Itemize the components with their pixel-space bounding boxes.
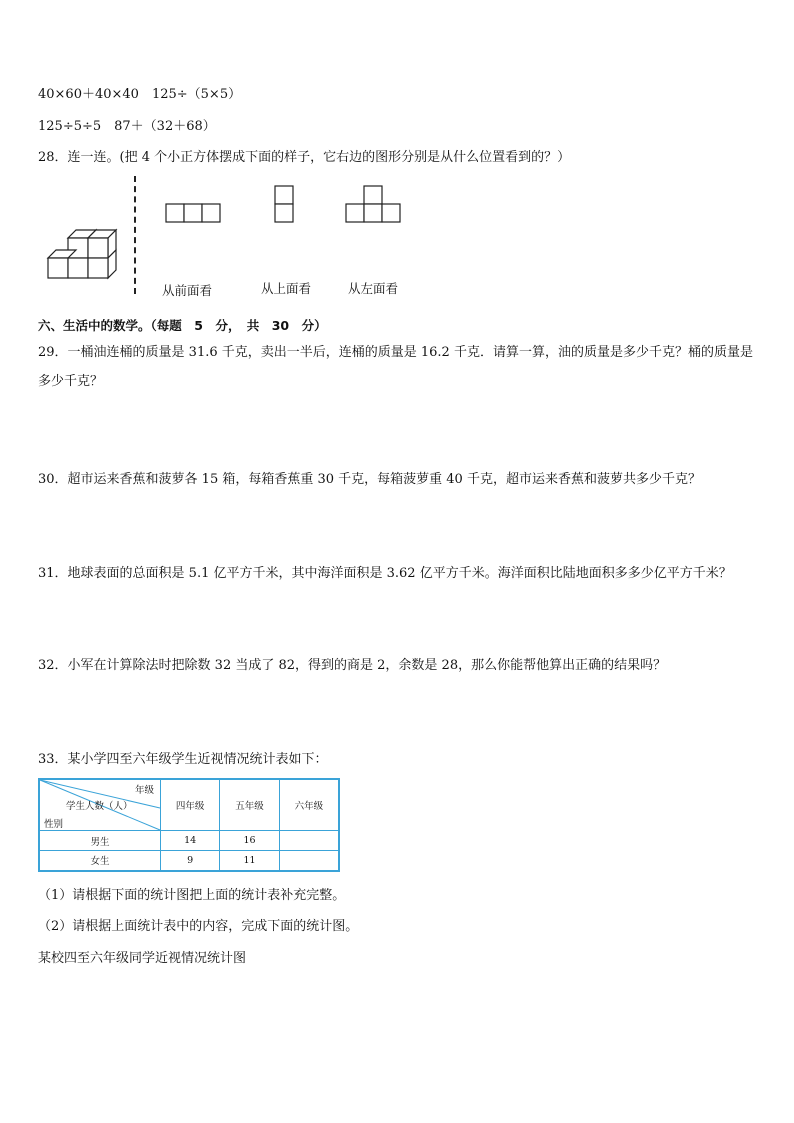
cell-boys-grade-4: 14 [161,831,220,851]
header-grade-5: 五年级 [220,779,279,831]
question-33-sub-1: （1）请根据下面的统计图把上面的统计表补充完整。 [38,888,346,903]
question-29: 29．一桶油连桶的质量是 31.6 千克，卖出一半后，连桶的质量是 16.2 千克．请算一算，油的质量是多少千克？桶的质量是多少千克？ [38,345,753,389]
header-grade-4: 四年级 [161,779,220,831]
row-label-boys: 男生 [39,831,161,851]
caption-left: 从左面看 [348,281,399,296]
dashed-divider [134,176,136,294]
cube-stack-figure [44,218,124,282]
left-view-shape [345,185,401,223]
front-view-shape [165,203,221,223]
caption-top: 从上面看 [261,281,312,296]
question-33: 33．某小学四至六年级学生近视情况统计表如下： [38,752,328,767]
row-label-girls: 女生 [39,851,161,871]
corner-label-count: 学生人数（人） [66,801,133,812]
myopia-stat-table [38,778,340,872]
corner-label-gender: 性别 [44,819,64,830]
cell-girls-grade-6 [279,851,339,871]
question-28: 28．连一连。(把 4 个小正方体摆成下面的样子，它右边的图形分别是从什么位置看到的？） [38,150,571,165]
calc-row-2: 125÷5÷5 87＋（32＋68） [38,119,216,134]
question-30: 30．超市运来香蕉和菠萝各 15 箱，每箱香蕉重 30 千克，每箱菠萝重 40 千克，超市运来香蕉和菠萝共多少千克？ [38,472,701,487]
table-row [39,851,339,871]
section-6-title: 六、生活中的数学。（每题 5 分， 共 30 分） [38,318,327,333]
calc-row-1: 40×60＋40×40 125÷（5×5） [38,87,242,102]
cell-boys-grade-5: 16 [220,831,279,851]
question-31: 31．地球表面的总面积是 5.1 亿平方千米，其中海洋面积是 3.62 亿平方千米。海洋面积比陆地面积多多少亿平方千米？ [38,566,732,581]
question-32: 32．小军在计算除法时把除数 32 当成了 82，得到的商是 2，余数是 28，那么你能帮他算出正确的结果吗？ [38,658,667,673]
table-corner-cell [39,779,161,831]
cell-girls-grade-4: 9 [161,851,220,871]
cell-boys-grade-6 [279,831,339,851]
cell-girls-grade-5: 11 [220,851,279,871]
question-33-sub-2: （2）请根据上面统计表中的内容，完成下面的统计图。 [38,919,359,934]
corner-label-grade: 年级 [134,785,154,796]
chart-title: 某校四至六年级同学近视情况统计图 [38,951,247,966]
top-view-shape [274,185,294,223]
table-row [39,831,339,851]
caption-front: 从前面看 [162,283,213,298]
header-grade-6: 六年级 [279,779,339,831]
